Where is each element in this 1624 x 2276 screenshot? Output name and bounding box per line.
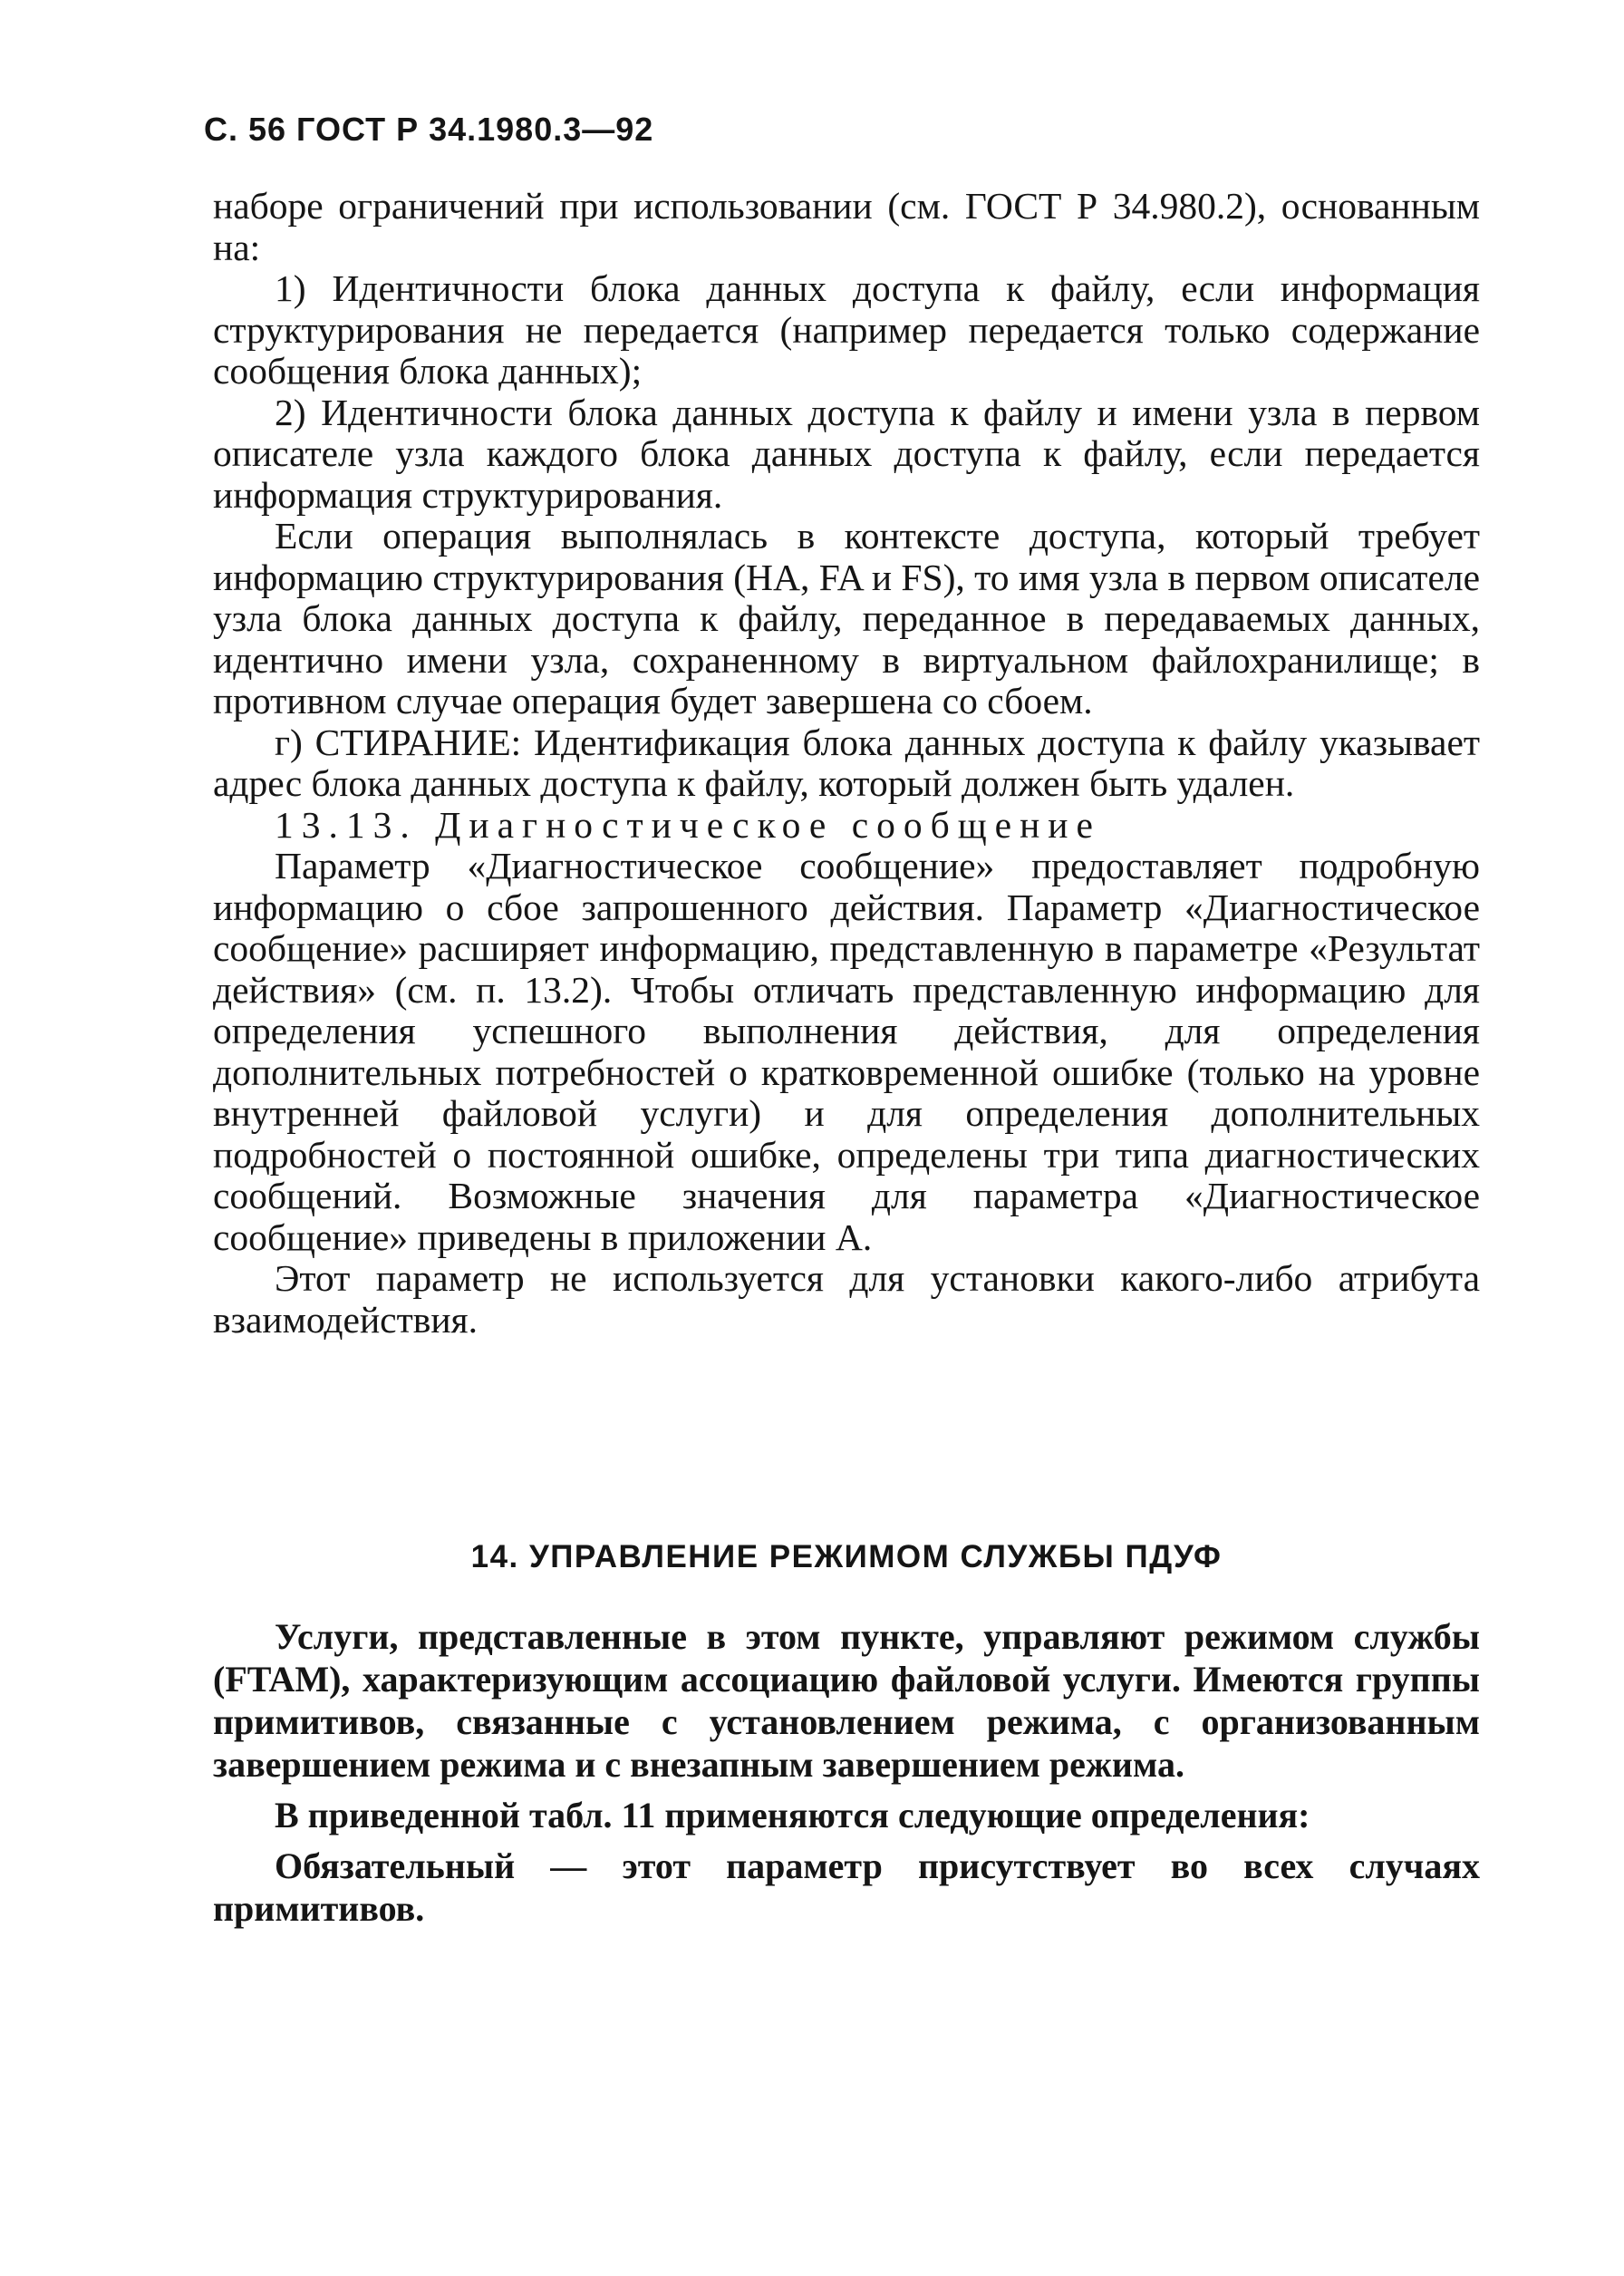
list-item-1: 1) Идентичности блока данных доступа к файлу, если информация структурирования не передается (например передается только содержание сообщения блока данных); (213, 267, 1480, 392)
subsection-title: 13.13. Диагностическое сообщение (275, 803, 1101, 846)
paragraph-attribute: Этот параметр не используется для установки какого-либо атрибута взаимодействия. (213, 1257, 1480, 1341)
section-13-body (213, 186, 1480, 1341)
paragraph-restrictions: наборе ограничений при использовании (см. ГОСТ Р 34.980.2), основанным на: (213, 185, 1480, 268)
list-item-erase: г) СТИРАНИЕ: Идентификация блока данных доступа к файлу указывает адрес блока данных доступа к файлу, который должен быть удален. (213, 721, 1480, 804)
paragraph-definitions: В приведенной табл. 11 применяются следующие определения: (275, 1795, 1310, 1835)
paragraph-context: Если операция выполнялась в контексте доступа, который требует информацию структурирования (НА, FA и FS), то имя узла в первом описателе узла блока данных доступа к файлу, переданное в передаваемых данных, идентично имени узла, сохраненному в виртуальном файлохранилище; в противном случае операция будет завершена со сбоем. (213, 515, 1480, 722)
paragraph-services: Услуги, представленные в этом пункте, управляют режимом службы (FTAM), характеризующим ассоциацию файловой услуги. Имеются группы примитивов, связанные с установлением режима, с организованным завершением режима и с внезапным завершением режима. (213, 1616, 1480, 1785)
paragraph-diagnostic: Параметр «Диагностическое сообщение» предоставляет подробную информацию о сбое запрошенного действия. Параметр «Диагностическое сообщение» расширяет информацию, представленную в параметре «Результат действия» (см. п. 13.2). Чтобы отличать представленную информацию для определения успешного выполнения действия, для определения дополнительных потребностей о кратковременной ошибке (только на уровне внутренней файловой услуги) и для определения дополнительных подробностей о постоянной ошибке, определены три типа диагностических сообщений. Возможные значения для параметра «Диагностическое сообщение» приведены в приложении А. (213, 845, 1480, 1258)
paragraph-mandatory: Обязательный — этот параметр присутствует во всех случаях примитивов. (213, 1845, 1480, 1929)
list-item-2: 2) Идентичности блока данных доступа к файлу и имени узла в первом описателе узла каждого блока данных доступа к файлу, если передается информация структурирования. (213, 391, 1480, 516)
section-14-heading: 14. УПРАВЛЕНИЕ РЕЖИМОМ СЛУЖБЫ ПДУФ (470, 1539, 1223, 1574)
running-header: С. 56 ГОСТ Р 34.1980.3—92 (204, 111, 654, 148)
section-14-body (213, 1615, 1480, 1938)
